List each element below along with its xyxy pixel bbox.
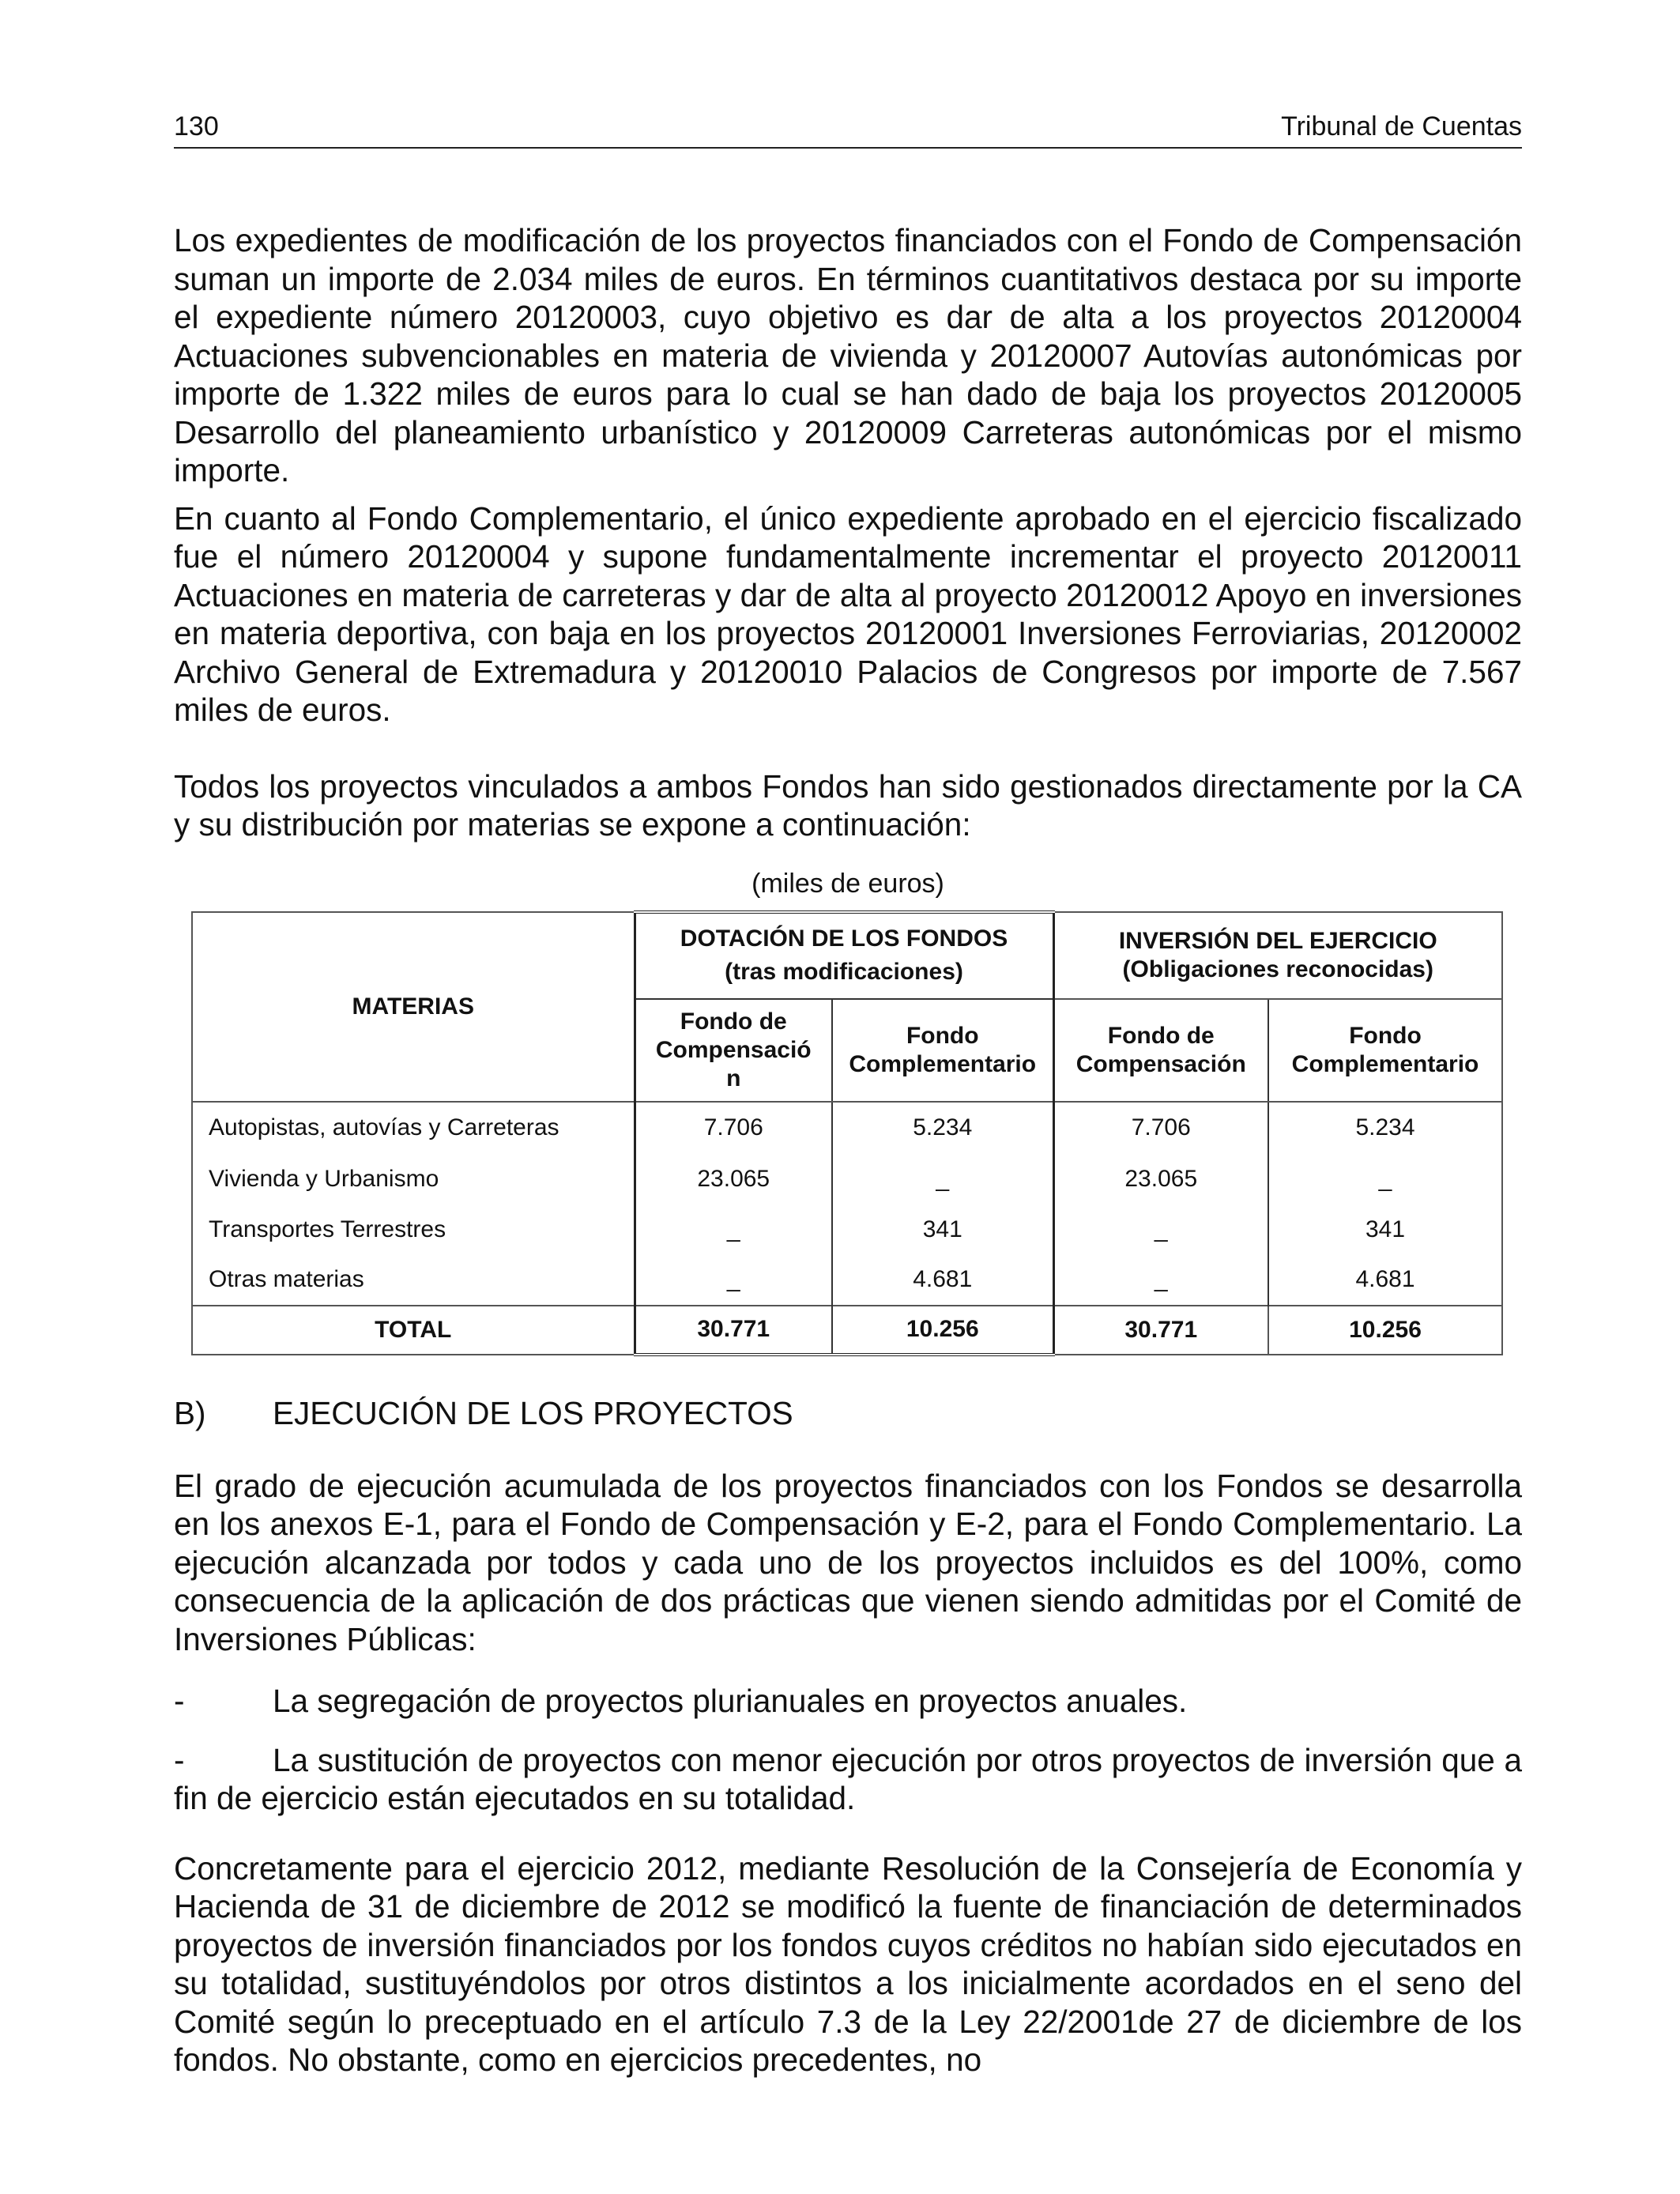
total-value: 30.771 xyxy=(1053,1306,1268,1355)
list-dash: - xyxy=(174,1683,185,1719)
table-wrapper xyxy=(174,910,1522,1353)
cell-value: _ xyxy=(1268,1154,1502,1204)
cell-value: 341 xyxy=(1268,1204,1502,1255)
list-item-text: La segregación de proyectos plurianuales en proyectos anuales. xyxy=(273,1683,1188,1719)
sub1-line1: Fondo de xyxy=(680,1008,787,1035)
header-dotacion xyxy=(635,912,1053,999)
header-materias: MATERIAS xyxy=(192,912,635,1102)
table-row xyxy=(192,1255,1502,1306)
row-label: Autopistas, autovías y Carreteras xyxy=(192,1102,635,1154)
subheader-fondo-compensacion-inversion xyxy=(1053,999,1268,1102)
sub1-line2: Compensació xyxy=(655,1036,812,1063)
table-unit-note: (miles de euros) xyxy=(751,868,944,899)
header-inversion xyxy=(1053,912,1502,999)
cell-value: _ xyxy=(1154,1216,1168,1242)
total-value: 10.256 xyxy=(1268,1306,1502,1355)
cell-value: 5.234 xyxy=(1268,1102,1502,1154)
header-dotacion-line2: (tras modificaciones) xyxy=(725,959,963,985)
sub3-line1: Fondo de xyxy=(1107,1022,1215,1049)
cell-value: 7.706 xyxy=(1131,1114,1191,1140)
total-value: 30.771 xyxy=(635,1306,832,1355)
cell-value: _ xyxy=(832,1154,1053,1204)
header-inversion-line1: INVERSIÓN DEL EJERCICIO xyxy=(1118,927,1437,954)
total-label: TOTAL xyxy=(192,1306,635,1355)
section-letter: B) xyxy=(174,1394,206,1431)
paragraph-concretamente: Concretamente para el ejercicio 2012, mediante Resolución de la Consejería de Economía y Hacienda de 31 de diciembre de 2012 se modificó la fuente de financiación de determinados proyectos de inversión financiados por los fondos cuyos créditos no habían sido ejecutados en su totalidad, sustituyéndolos por otros distintos a los inicialmente acordados en el seno del Comité según lo preceptuado en el artículo 7.3 de la Ley 22/2001de 27 de diciembre de los fondos. No obstante, como en ejercicios precedentes, no xyxy=(174,1849,1522,2078)
cell-value: _ xyxy=(635,1255,832,1306)
sub1-line3: n xyxy=(726,1065,741,1091)
paragraph-fondo-complementario: En cuanto al Fondo Complementario, el único expediente aprobado en el ejercicio fiscalizado fue el número 20120004 y supone fundamentalmente incrementar el proyecto 20120011 Actuaciones en materia de carreteras y dar de alta al proyecto 20120012 Apoyo en inversiones en materia deportiva, con baja en los proyectos 20120001 Inversiones Ferroviarias, 20120002 Archivo General de Extremadura y 20120010 Palacios de Congresos por importe de 7.567 miles de euros. xyxy=(174,499,1522,728)
publisher-name: Tribunal de Cuentas xyxy=(1281,111,1522,141)
sub2-line1: Fondo xyxy=(906,1022,979,1049)
cell-value: 23.065 xyxy=(635,1154,832,1204)
sub3-line2: Compensación xyxy=(1075,1050,1246,1077)
table-row xyxy=(192,1204,1502,1255)
list-item xyxy=(174,1741,1522,1818)
page-number: 130 xyxy=(174,111,219,141)
cell-value: 341 xyxy=(832,1204,1053,1255)
subheader-fondo-complementario-inversion xyxy=(1268,999,1502,1102)
cell-value: 4.681 xyxy=(832,1255,1053,1306)
subheader-fondo-compensacion-dotacion xyxy=(635,999,832,1102)
table-row xyxy=(192,1154,1502,1204)
list-dash: - xyxy=(174,1741,185,1778)
list-item xyxy=(174,1682,1522,1721)
paragraph-grado-ejecucion: El grado de ejecución acumulada de los proyectos financiados con los Fondos se desarrolla en los anexos E-1, para el Fondo de Compensación y E-2, para el Fondo Complementario. La ejecución alcanzada por todos y cada uno de los proyectos incluidos es del 100%, como consecuencia de la aplicación de dos prácticas que vienen siendo admitidas por el Comité de Inversiones Públicas: xyxy=(174,1467,1522,1657)
paragraph-modificaciones-compensacion: Los expedientes de modificación de los proyectos financiados con el Fondo de Compensación suman un importe de 2.034 miles de euros. En términos cuantitativos destaca por su importe el expediente número 20120003, cuyo objetivo es dar de alta a los proyectos 20120004 Actuaciones subvencionables en materia de vivienda y 20120007 Autovías autonómicas por importe de 1.322 miles de euros para lo cual se han dado de baja los proyectos 20120005 Desarrollo del planeamiento urbanístico y 20120009 Carreteras autonómicas por el mismo importe. xyxy=(174,222,1522,488)
page-header xyxy=(174,111,1522,149)
cell-value: _ xyxy=(1154,1266,1168,1292)
total-value: 10.256 xyxy=(832,1306,1053,1355)
section-title: EJECUCIÓN DE LOS PROYECTOS xyxy=(273,1394,793,1431)
cell-value: _ xyxy=(635,1204,832,1255)
paragraph-distribucion-materias: Todos los proyectos vinculados a ambos Fondos han sido gestionados directamente por la CA y su distribución por materias se expone a continuación: xyxy=(174,767,1522,843)
section-heading-b xyxy=(174,1394,1522,1432)
sub4-line2: Complementario xyxy=(1291,1050,1479,1077)
cell-value: 4.681 xyxy=(1268,1255,1502,1306)
sub4-line1: Fondo xyxy=(1349,1022,1422,1049)
sub2-line2: Complementario xyxy=(849,1050,1037,1077)
cell-value: 23.065 xyxy=(1124,1165,1198,1192)
table-row xyxy=(192,1102,1502,1154)
row-label: Otras materias xyxy=(192,1255,635,1306)
fund-distribution-table xyxy=(191,910,1503,1356)
table-total-row xyxy=(192,1306,1502,1355)
list-item-text: La sustitución de proyectos con menor ejecución por otros proyectos de inversión que a fin de ejercicio están ejecutados en su totalidad. xyxy=(174,1741,1522,1816)
header-inversion-line2: (Obligaciones reconocidas) xyxy=(1122,956,1433,982)
row-label: Vivienda y Urbanismo xyxy=(192,1154,635,1204)
cell-value: 5.234 xyxy=(832,1102,1053,1154)
document-page xyxy=(174,111,1522,2079)
header-dotacion-line1: DOTACIÓN DE LOS FONDOS xyxy=(680,925,1008,952)
cell-value: 7.706 xyxy=(635,1102,832,1154)
subheader-fondo-complementario-dotacion xyxy=(832,999,1053,1102)
row-label: Transportes Terrestres xyxy=(192,1204,635,1255)
